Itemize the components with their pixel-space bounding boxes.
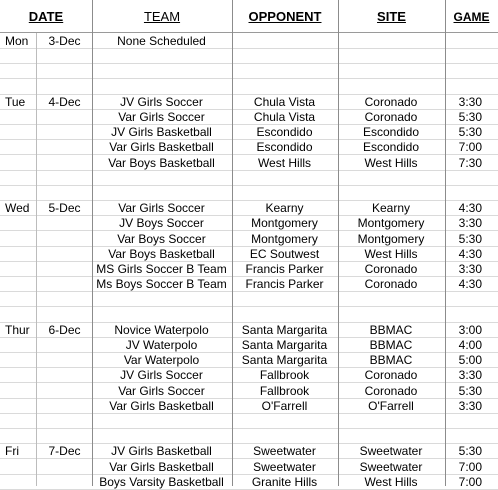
game-time-cell[interactable]: [445, 171, 496, 186]
team-cell[interactable]: [92, 171, 231, 186]
site-cell[interactable]: [338, 80, 444, 95]
game-time-cell[interactable]: [445, 64, 496, 79]
date-cell[interactable]: [38, 247, 91, 262]
day-cell[interactable]: [5, 216, 35, 231]
opponent-cell[interactable]: Santa Margarita: [241, 322, 328, 337]
header-site-cell[interactable]: [338, 0, 445, 33]
day-cell[interactable]: [5, 475, 35, 490]
header-game: GAME: [453, 10, 490, 24]
table-row: [0, 414, 498, 429]
date-cell[interactable]: [38, 156, 91, 171]
opponent-cell[interactable]: Chula Vista: [253, 110, 316, 124]
game-time-cell[interactable]: 3:30: [458, 94, 482, 109]
table-row: [0, 201, 498, 216]
column-divider: [338, 0, 339, 486]
site-cell[interactable]: [338, 308, 444, 323]
date-cell[interactable]: [38, 232, 91, 247]
opponent-cell[interactable]: Granite Hills: [251, 474, 318, 489]
date-cell[interactable]: 3-Dec: [48, 34, 81, 48]
site-cell[interactable]: West Hills: [364, 155, 418, 170]
site-cell[interactable]: Coronado: [364, 262, 418, 276]
day-cell[interactable]: [5, 64, 35, 79]
table-row: [0, 125, 498, 140]
site-cell[interactable]: Coronado: [364, 110, 418, 124]
game-time-cell[interactable]: 4:30: [458, 201, 482, 216]
day-cell[interactable]: [5, 277, 35, 292]
date-cell[interactable]: [38, 216, 91, 231]
team-cell[interactable]: JV Boys Soccer: [119, 216, 204, 231]
team-cell[interactable]: [92, 49, 231, 64]
table-row: [0, 247, 498, 262]
game-time-cell[interactable]: [445, 414, 496, 429]
team-cell[interactable]: Var Waterpolo: [123, 353, 200, 368]
team-cell[interactable]: Var Girls Basketball: [109, 459, 214, 474]
team-cell[interactable]: None Scheduled: [117, 34, 206, 48]
team-cell[interactable]: JV Girls Basketball: [111, 444, 212, 459]
opponent-cell[interactable]: Montgomery: [251, 216, 318, 231]
game-time-cell[interactable]: [445, 429, 496, 444]
site-cell[interactable]: [338, 49, 444, 64]
day-cell[interactable]: [5, 156, 35, 171]
site-cell[interactable]: [338, 171, 444, 186]
game-time-cell[interactable]: 7:00: [458, 140, 482, 155]
team-cell[interactable]: Var Boys Soccer: [117, 231, 206, 246]
game-time-cell[interactable]: 5:30: [458, 383, 482, 398]
opponent-cell[interactable]: [232, 308, 337, 323]
day-cell[interactable]: [5, 140, 35, 155]
day-cell[interactable]: [5, 308, 35, 323]
date-cell[interactable]: [38, 368, 91, 383]
site-cell[interactable]: [338, 34, 444, 49]
game-time-cell[interactable]: [445, 186, 496, 201]
date-cell[interactable]: [38, 460, 91, 475]
team-cell[interactable]: [92, 292, 231, 307]
team-cell[interactable]: Var Girls Soccer: [118, 201, 205, 216]
day-cell[interactable]: [5, 186, 35, 201]
site-cell[interactable]: Coronado: [364, 277, 418, 292]
day-cell[interactable]: [5, 262, 35, 277]
table-row: [0, 80, 498, 95]
team-cell[interactable]: JV Girls Soccer: [120, 368, 203, 383]
team-cell[interactable]: Var Boys Basketball: [108, 246, 215, 261]
day-cell[interactable]: Mon: [5, 34, 29, 48]
table-row: [0, 110, 498, 125]
date-cell[interactable]: [38, 292, 91, 307]
opponent-cell[interactable]: West Hills: [257, 155, 312, 170]
date-cell[interactable]: [38, 125, 91, 140]
header-date: DATE: [28, 9, 64, 24]
date-cell[interactable]: [38, 140, 91, 155]
table-row: [0, 64, 498, 79]
opponent-cell[interactable]: Francis Parker: [245, 262, 324, 276]
date-cell[interactable]: [38, 186, 91, 201]
game-time-cell[interactable]: 3:30: [458, 398, 482, 413]
date-cell[interactable]: [38, 414, 91, 429]
game-time-cell[interactable]: [445, 34, 496, 49]
team-cell[interactable]: [92, 186, 231, 201]
table-row: [0, 95, 498, 110]
opponent-cell[interactable]: [232, 64, 337, 79]
table-row: [0, 171, 498, 186]
opponent-cell[interactable]: Sweetwater: [253, 444, 316, 459]
day-cell[interactable]: Wed: [5, 201, 30, 216]
table-row: [0, 460, 498, 475]
team-cell[interactable]: Var Girls Basketball: [109, 140, 214, 155]
day-cell[interactable]: [5, 247, 35, 262]
date-cell[interactable]: [38, 262, 91, 277]
site-cell[interactable]: BBMAC: [369, 353, 413, 368]
opponent-cell[interactable]: Montgomery: [251, 231, 318, 246]
opponent-cell[interactable]: Fallbrook: [259, 383, 310, 398]
game-time-cell[interactable]: 3:00: [458, 322, 482, 337]
site-cell[interactable]: [338, 64, 444, 79]
opponent-cell[interactable]: EC Soutwest: [249, 246, 320, 261]
table-row: [0, 353, 498, 368]
team-cell[interactable]: Ms Boys Soccer B Team: [96, 277, 227, 292]
game-time-cell[interactable]: [445, 308, 496, 323]
day-cell[interactable]: [5, 368, 35, 383]
site-cell[interactable]: O'Farrell: [368, 398, 414, 413]
day-cell[interactable]: [5, 414, 35, 429]
team-cell[interactable]: MS Girls Soccer B Team: [96, 262, 227, 276]
opponent-cell[interactable]: [232, 34, 337, 49]
table-row: [0, 399, 498, 414]
site-cell[interactable]: Escondido: [362, 125, 420, 140]
opponent-cell[interactable]: [232, 49, 337, 64]
header-game-cell[interactable]: [445, 0, 498, 33]
opponent-cell[interactable]: Kearny: [265, 201, 304, 216]
site-cell[interactable]: Escondido: [362, 140, 420, 155]
opponent-cell[interactable]: Escondido: [256, 140, 313, 155]
team-cell[interactable]: JV Girls Soccer: [120, 94, 203, 109]
site-cell[interactable]: Sweetwater: [359, 444, 423, 459]
table-row: [0, 429, 498, 444]
opponent-cell[interactable]: O'Farrell: [261, 398, 308, 413]
column-divider: [92, 0, 93, 486]
date-cell[interactable]: [38, 80, 91, 95]
day-cell[interactable]: [5, 80, 35, 95]
site-cell[interactable]: [338, 292, 444, 307]
column-divider: [36, 33, 37, 486]
opponent-cell[interactable]: Escondido: [256, 125, 313, 140]
team-cell[interactable]: JV Waterpolo: [125, 338, 198, 352]
day-cell[interactable]: [5, 110, 35, 125]
site-cell[interactable]: [338, 429, 444, 444]
team-cell[interactable]: Var Boys Basketball: [108, 155, 215, 170]
day-cell[interactable]: [5, 353, 35, 368]
team-cell[interactable]: [92, 64, 231, 79]
day-cell[interactable]: [5, 232, 35, 247]
table-row: [0, 323, 498, 338]
day-cell[interactable]: Tue: [5, 94, 26, 109]
date-cell[interactable]: [38, 338, 91, 353]
opponent-cell[interactable]: Santa Margarita: [241, 353, 328, 368]
table-row: [0, 140, 498, 155]
team-cell[interactable]: [92, 308, 231, 323]
site-cell[interactable]: BBMAC: [369, 322, 413, 337]
site-cell[interactable]: Coronado: [364, 383, 418, 398]
team-cell[interactable]: Var Girls Soccer: [118, 110, 205, 124]
game-time-cell[interactable]: 3:30: [458, 262, 482, 276]
date-cell[interactable]: [38, 110, 91, 125]
date-cell[interactable]: [38, 308, 91, 323]
table-row: [0, 262, 498, 277]
date-cell[interactable]: [38, 429, 91, 444]
header-opponent: OPPONENT: [248, 9, 322, 24]
date-cell[interactable]: [38, 353, 91, 368]
column-divider: [445, 0, 446, 486]
table-row: [0, 444, 498, 459]
date-cell[interactable]: 5-Dec: [48, 201, 81, 216]
opponent-cell[interactable]: Fallbrook: [259, 368, 310, 383]
team-cell[interactable]: Novice Waterpolo: [114, 322, 209, 337]
table-row: [0, 475, 498, 490]
day-cell[interactable]: [5, 171, 35, 186]
game-time-cell[interactable]: 7:00: [458, 474, 482, 489]
team-cell[interactable]: Boys Varsity Basketball: [99, 474, 224, 489]
site-cell[interactable]: Sweetwater: [359, 459, 423, 474]
site-cell[interactable]: [338, 414, 444, 429]
site-cell[interactable]: West Hills: [364, 246, 418, 261]
opponent-cell[interactable]: Santa Margarita: [241, 338, 328, 352]
day-cell[interactable]: [5, 399, 35, 414]
day-cell[interactable]: Fri: [5, 444, 19, 459]
day-cell[interactable]: [5, 460, 35, 475]
site-cell[interactable]: Montgomery: [357, 216, 425, 231]
date-cell[interactable]: [38, 475, 91, 490]
game-time-cell[interactable]: 5:30: [458, 125, 482, 140]
table-row: [0, 186, 498, 201]
date-cell[interactable]: 6-Dec: [48, 322, 81, 337]
day-cell[interactable]: [5, 125, 35, 140]
header-site: SITE: [377, 9, 406, 24]
team-cell[interactable]: Var Girls Basketball: [109, 398, 214, 413]
game-time-cell[interactable]: [445, 49, 496, 64]
team-cell[interactable]: JV Girls Basketball: [111, 125, 212, 140]
table-row: [0, 368, 498, 383]
date-cell[interactable]: 4-Dec: [48, 94, 81, 109]
day-cell[interactable]: [5, 429, 35, 444]
game-time-cell[interactable]: 4:30: [458, 277, 482, 292]
table-row: [0, 49, 498, 64]
site-cell[interactable]: Coronado: [364, 368, 418, 383]
opponent-cell[interactable]: [232, 171, 337, 186]
table-row: [0, 308, 498, 323]
table-row: [0, 34, 498, 49]
date-cell[interactable]: [38, 64, 91, 79]
team-cell[interactable]: Var Girls Soccer: [118, 383, 205, 398]
game-time-cell[interactable]: [445, 292, 496, 307]
date-cell[interactable]: [38, 171, 91, 186]
table-row: [0, 216, 498, 231]
opponent-cell[interactable]: Francis Parker: [245, 277, 324, 292]
header-date-cell[interactable]: [0, 0, 92, 33]
site-cell[interactable]: [338, 186, 444, 201]
date-cell[interactable]: 7-Dec: [48, 444, 81, 459]
site-cell[interactable]: Coronado: [364, 94, 418, 109]
team-cell[interactable]: [92, 414, 231, 429]
team-cell[interactable]: [92, 80, 231, 95]
game-time-cell[interactable]: 5:30: [458, 231, 482, 246]
day-cell[interactable]: [5, 49, 35, 64]
day-cell[interactable]: Thur: [5, 322, 30, 337]
date-cell[interactable]: [38, 384, 91, 399]
table-row: [0, 232, 498, 247]
site-cell[interactable]: BBMAC: [369, 338, 413, 352]
game-time-cell[interactable]: 5:00: [458, 353, 482, 368]
game-time-cell[interactable]: 5:30: [458, 444, 482, 459]
date-cell[interactable]: [38, 399, 91, 414]
site-cell[interactable]: Kearny: [371, 201, 411, 216]
date-cell[interactable]: [38, 49, 91, 64]
opponent-cell[interactable]: [232, 186, 337, 201]
header-opponent-cell[interactable]: [232, 0, 338, 33]
table-row: [0, 292, 498, 307]
game-time-cell[interactable]: [445, 80, 496, 95]
table-row: [0, 338, 498, 353]
column-divider: [232, 0, 233, 486]
day-cell[interactable]: [5, 338, 35, 353]
game-time-cell[interactable]: 3:30: [458, 368, 482, 383]
game-time-cell[interactable]: 4:30: [458, 246, 482, 261]
game-time-cell[interactable]: 3:30: [458, 216, 482, 231]
opponent-cell[interactable]: [232, 80, 337, 95]
game-time-cell[interactable]: 7:00: [458, 459, 482, 474]
site-cell[interactable]: West Hills: [364, 474, 418, 489]
opponent-cell[interactable]: Chula Vista: [253, 94, 316, 109]
game-time-cell[interactable]: 5:30: [458, 110, 482, 124]
game-time-cell[interactable]: 7:30: [458, 155, 482, 170]
game-time-cell[interactable]: 4:00: [458, 338, 482, 352]
day-cell[interactable]: [5, 292, 35, 307]
opponent-cell[interactable]: [232, 429, 337, 444]
date-cell[interactable]: [38, 277, 91, 292]
site-cell[interactable]: Montgomery: [357, 231, 425, 246]
table-row: [0, 277, 498, 292]
team-cell[interactable]: [92, 429, 231, 444]
table-row: [0, 384, 498, 399]
opponent-cell[interactable]: [232, 414, 337, 429]
header-team-cell[interactable]: [92, 0, 232, 33]
header-team: TEAM: [143, 9, 181, 24]
table-row: [0, 156, 498, 171]
day-cell[interactable]: [5, 384, 35, 399]
opponent-cell[interactable]: Sweetwater: [253, 459, 316, 474]
opponent-cell[interactable]: [232, 292, 337, 307]
